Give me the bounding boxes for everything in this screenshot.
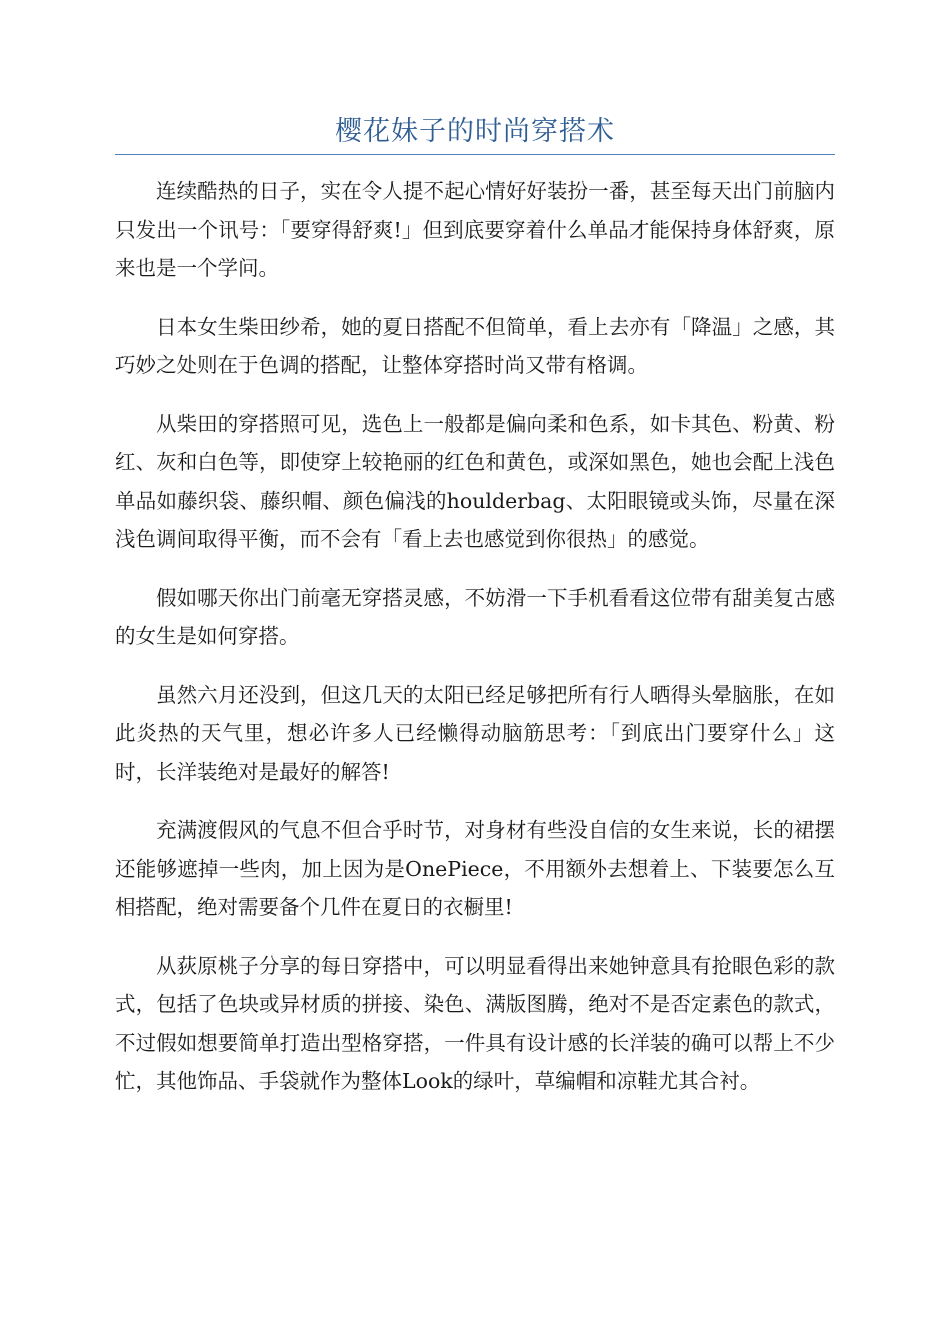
paragraph-2: 日本女生柴田纱希，她的夏日搭配不但简单，看上去亦有「降温」之感，其巧妙之处则在于色调的搭配，让整体穿搭时尚又带有格调。 <box>115 314 835 377</box>
title-underline <box>115 154 835 155</box>
document-body <box>115 172 835 1121</box>
paragraph-5: 虽然六月还没到，但这几天的太阳已经足够把所有行人晒得头晕脑胀，在如此炎热的天气里，想必许多人已经懒得动脑筋思考：「到底出门要穿什么」这时，长洋装绝对是最好的解答! <box>115 682 835 784</box>
paragraph-3: 从柴田的穿搭照可见，选色上一般都是偏向柔和色系，如卡其色、粉黄、粉红、灰和白色等，即使穿上较艳丽的红色和黄色，或深如黑色，她也会配上浅色单品如藤织袋、藤织帽、颜色偏浅的houlderbag、太阳眼镜或头饰，尽量在深浅色调间取得平衡，而不会有「看上去也感觉到你很热」的感觉。 <box>115 411 835 551</box>
document-title: 樱花妹子的时尚穿搭术 <box>335 116 615 147</box>
paragraph-6: 充满渡假风的气息不但合乎时节，对身材有些没自信的女生来说，长的裙摆还能够遮掉一些肉，加上因为是OnePiece，不用额外去想着上、下装要怎么互相搭配，绝对需要备个几件在夏日的衣橱里! <box>115 818 835 919</box>
paragraph-1: 连续酷热的日子，实在令人提不起心情好好装扮一番，甚至每天出门前脑内只发出一个讯号：「要穿得舒爽!」但到底要穿着什么单品才能保持身体舒爽，原来也是一个学问。 <box>115 179 835 280</box>
paragraph-7: 从荻原桃子分享的每日穿搭中，可以明显看得出来她钟意具有抢眼色彩的款式，包括了色块或异材质的拼接、染色、满版图腾，绝对不是否定素色的款式，不过假如想要简单打造出型格穿搭，一件具有设计感的长洋装的确可以帮上不少忙，其他饰品、手袋就作为整体Look的绿叶，草编帽和凉鞋尤其合衬。 <box>115 953 835 1093</box>
paragraph-4: 假如哪天你出门前毫无穿搭灵感，不妨滑一下手机看看这位带有甜美复古感的女生是如何穿搭。 <box>115 585 835 648</box>
